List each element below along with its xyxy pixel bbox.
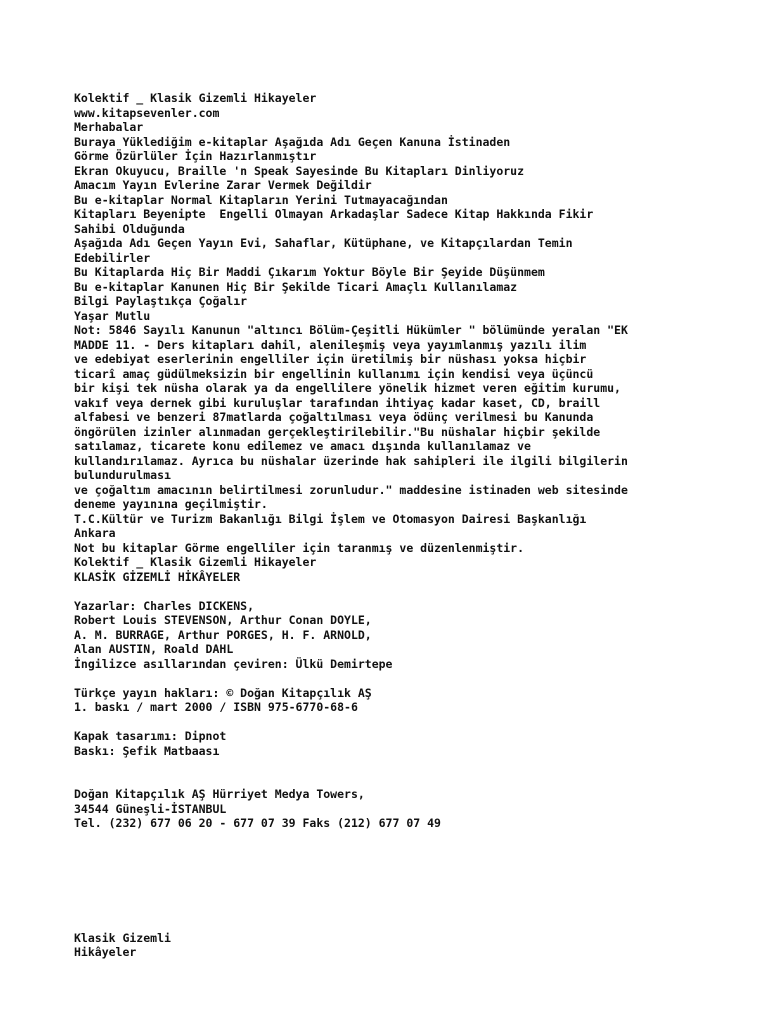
footer-title-line: Hikâyeler xyxy=(74,945,137,959)
law-note-line: satılamaz, ticarete konu edilemez ve amacı dışında kullanılamaz ve xyxy=(74,439,531,453)
book-title-caps: KLASİK GİZEMLİ HİKÂYELER xyxy=(74,569,241,584)
document-page xyxy=(74,91,754,960)
notice-block xyxy=(74,135,754,324)
rights-line: Türkçe yayın hakları: © Doğan Kitapçılık AŞ xyxy=(74,685,372,700)
authors-line: Yazarlar: Charles DICKENS, xyxy=(74,598,255,613)
notice-signature: Yaşar Mutlu xyxy=(74,308,151,323)
publisher-address-line: 34544 Güneşli-İSTANBUL xyxy=(74,801,227,816)
production-block xyxy=(74,729,754,758)
law-note-line: vakıf veya dernek gibi kuruluşlar tarafından ihtiyaç kadar kaset, CD, braill xyxy=(74,395,601,410)
translator-line: İngilizce asıllarından çeviren: Ülkü Demirtepe xyxy=(74,656,393,671)
notice-line: Amacım Yayın Evlerine Zarar Vermek Değildir xyxy=(74,178,372,192)
scan-note: Not bu kitaplar Görme engelliler için taranmış ve düzenlenmiştir. xyxy=(74,540,525,555)
notice-line: Kitapları Beyenipte Engelli Olmayan Arkadaşlar Sadece Kitap Hakkında Fikir xyxy=(74,207,594,221)
header-title: Kolektif _ Klasik Gizemli Hikayeler xyxy=(74,91,317,105)
greeting: Merhabalar xyxy=(74,120,144,134)
notice-line: Bu e-kitaplar Kanunen Hiç Bir Şekilde Ticari Amaçlı Kullanılamaz xyxy=(74,279,518,294)
law-note-line: ve edebiyat eserlerinin engelliler için üretilmiş bir nüshası yoksa hiçbir xyxy=(74,352,587,366)
law-note-line: bir kişi tek nüsha olarak ya da engellilere yönelik hizmet veren eğitim kurumu, xyxy=(74,381,621,395)
footer-title-line: Klasik Gizemli xyxy=(74,930,171,945)
spacer xyxy=(74,671,754,686)
law-note-line: ticarî amaç güdülmeksizin bir engellinin kullanımı için kendisi veya üçüncü xyxy=(74,366,594,381)
publisher-block xyxy=(74,787,754,831)
printing-line: Baskı: Şefik Matbaası xyxy=(74,743,220,758)
spacer xyxy=(74,715,754,730)
law-note-line: MADDE 11. - Ders kitapları dahil, alenileşmiş veya yayımlanmış yazılı ilim xyxy=(74,337,587,352)
ministry-line: T.C.Kültür ve Turizm Bakanlığı Bilgi İşlem ve Otomasyon Dairesi Başkanlığı xyxy=(74,511,587,526)
authors-line: A. M. BURRAGE, Arthur PORGES, H. F. ARNOLD, xyxy=(74,627,372,642)
law-note-line: bulundurulması xyxy=(74,468,171,482)
notice-line: Ekran Okuyucu, Braille 'n Speak Sayesinde Bu Kitapları Dinliyoruz xyxy=(74,163,525,178)
spacer xyxy=(74,584,754,599)
city-line: Ankara xyxy=(74,526,116,540)
notice-line: Sahibi Olduğunda xyxy=(74,221,185,236)
authors-line: Robert Louis STEVENSON, Arthur Conan DOYLE, xyxy=(74,613,372,627)
law-note-line: deneme yayınına geçilmiştir. xyxy=(74,497,268,511)
notice-line: Görme Özürlüler İçin Hazırlanmıştır xyxy=(74,149,317,163)
notice-line: Bu Kitaplarda Hiç Bir Maddi Çıkarım Yoktur Böyle Bir Şeyide Düşünmem xyxy=(74,265,545,279)
publisher-phone-line: Tel. (232) 677 06 20 - 677 07 39 Faks (212) 677 07 49 xyxy=(74,816,441,830)
law-note-line: Not: 5846 Sayılı Kanunun "altıncı Bölüm-Çeşitli Hükümler " bölümünde yeralan "EK xyxy=(74,323,628,337)
notice-line: Bilgi Paylaştıkça Çoğalır xyxy=(74,294,248,308)
cover-design-line: Kapak tasarımı: Dipnot xyxy=(74,729,227,743)
authors-line: Alan AUSTIN, Roald DAHL xyxy=(74,642,234,656)
authors-block xyxy=(74,599,754,672)
website-url: www.kitapsevenler.com xyxy=(74,105,220,120)
notice-line: Aşağıda Adı Geçen Yayın Evi, Sahaflar, Kütüphane, ve Kitapçılardan Temin xyxy=(74,236,573,250)
law-note-line: alfabesi ve benzeri 87matlarda çoğaltılması veya ödünç verilmesi bu Kanunda xyxy=(74,410,594,424)
book-title-line: Kolektif _ Klasik Gizemli Hikayeler xyxy=(74,555,317,569)
edition-line: 1. baskı / mart 2000 / ISBN 975-6770-68-6 xyxy=(74,700,358,714)
law-note-line: öngörülen izinler alınmadan gerçekleştirilebilir."Bu nüshalar hiçbir şekilde xyxy=(74,424,601,439)
notice-line: Buraya Yüklediğim e-kitaplar Aşağıda Adı Geçen Kanuna İstinaden xyxy=(74,134,511,149)
rights-block xyxy=(74,686,754,715)
notice-line: Edebilirler xyxy=(74,250,151,265)
notice-line: Bu e-kitaplar Normal Kitapların Yerini Tutmayacağından xyxy=(74,192,448,207)
law-note-line: ve çoğaltım amacının belirtilmesi zorunludur." maddesine istinaden web sitesinde xyxy=(74,482,628,497)
law-note-block xyxy=(74,323,754,584)
spacer xyxy=(74,758,754,787)
spacer xyxy=(74,831,754,931)
footer-title-block xyxy=(74,931,754,960)
law-note-line: kullandırılamaz. Ayrıca bu nüshalar üzerinde hak sahipleri ile ilgili bilgilerin xyxy=(74,453,628,468)
publisher-address-line: Doğan Kitapçılık AŞ Hürriyet Medya Towers, xyxy=(74,787,365,801)
